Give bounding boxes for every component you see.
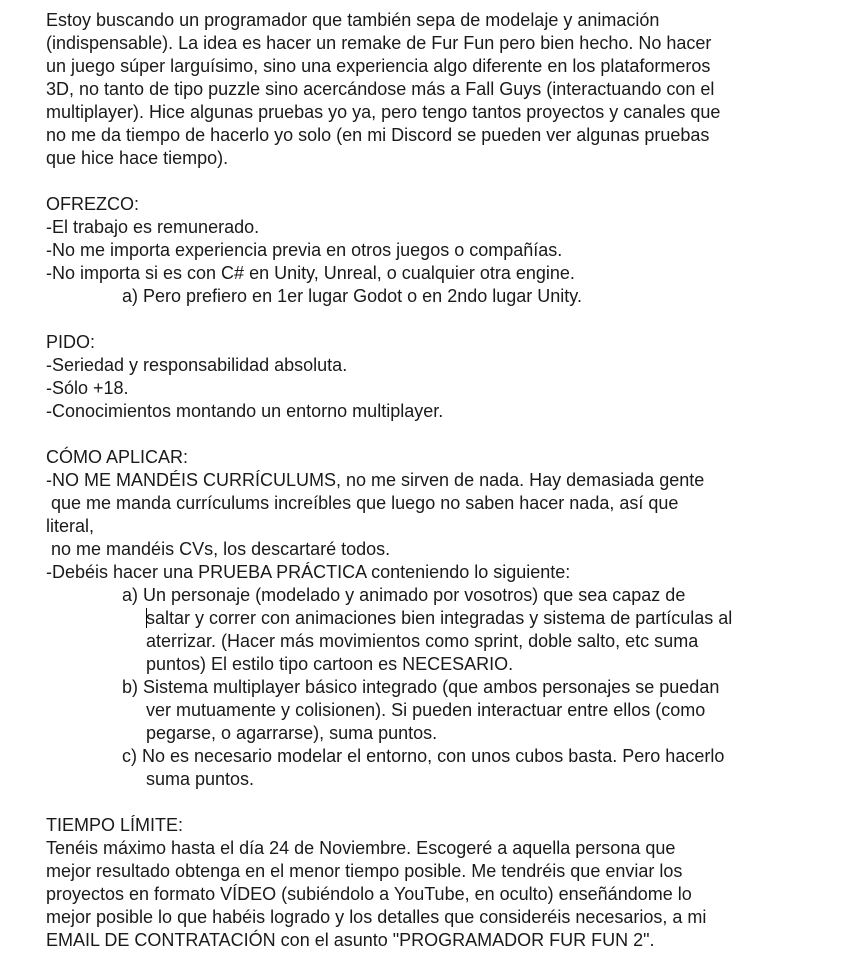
sub-list-item-c-cont: suma puntos. xyxy=(146,769,255,789)
document-body xyxy=(46,9,846,952)
text-line: que me manda currículums increíbles que luego no saben hacer nada, así que xyxy=(46,493,679,513)
section-heading: OFREZCO: xyxy=(46,194,139,214)
blank-line xyxy=(46,308,846,331)
sub-list-item-b-cont: ver mutuamente y colisionen). Si pueden interactuar entre ellos (como xyxy=(146,700,706,720)
list-item: -Seriedad y responsabilidad absoluta. xyxy=(46,355,348,375)
blank-line xyxy=(46,170,846,193)
sub-list-item-b-cont: pegarse, o agarrarse), suma puntos. xyxy=(146,723,438,743)
sub-list-item-c: c) No es necesario modelar el entorno, con unos cubos basta. Pero hacerlo xyxy=(122,746,725,766)
pido-section xyxy=(46,331,846,423)
list-item: -No importa si es con C# en Unity, Unreal, o cualquier otra engine. xyxy=(46,263,575,283)
list-item: -Conocimientos montando un entorno multiplayer. xyxy=(46,401,444,421)
list-item: -El trabajo es remunerado. xyxy=(46,217,260,237)
sub-list-item-a-cont: aterrizar. (Hacer más movimientos como sprint, doble salto, etc suma xyxy=(146,631,699,651)
list-item: -Sólo +18. xyxy=(46,378,129,398)
sub-list-item-b: b) Sistema multiplayer básico integrado (que ambos personajes se puedan xyxy=(122,677,720,697)
como-aplicar-section xyxy=(46,446,846,791)
list-item: -No me importa experiencia previa en otros juegos o compañías. xyxy=(46,240,563,260)
sub-list-item: a) Pero prefiero en 1er lugar Godot o en 2ndo lugar Unity. xyxy=(122,286,582,306)
text-line: -NO ME MANDÉIS CURRÍCULUMS, no me sirven de nada. Hay demasiada gente xyxy=(46,470,705,490)
section-heading: PIDO: xyxy=(46,332,96,352)
intro-paragraph xyxy=(46,9,846,170)
text-line: no me da tiempo de hacerlo yo solo (en mi Discord se pueden ver algunas pruebas xyxy=(46,125,710,145)
text-line: que hice hace tiempo). xyxy=(46,148,229,168)
text-line: 3D, no tanto de tipo puzzle sino acercándose más a Fall Guys (interactuando con el xyxy=(46,79,715,99)
text-line: un juego súper larguísimo, sino una experiencia algo diferente en los plataformeros xyxy=(46,56,711,76)
text-line: -Debéis hacer una PRUEBA PRÁCTICA conteniendo lo siguiente: xyxy=(46,562,571,582)
section-heading: CÓMO APLICAR: xyxy=(46,447,189,467)
tiempo-limite-section xyxy=(46,814,846,952)
sub-list-item-a: a) Un personaje (modelado y animado por vosotros) que sea capaz de xyxy=(122,585,686,605)
section-heading: TIEMPO LÍMITE: xyxy=(46,815,184,835)
text-line: mejor posible lo que habéis logrado y los detalles que consideréis necesarios, a mi xyxy=(46,907,707,927)
text-line: saltar y correr con animaciones bien integradas y sistema de partículas al xyxy=(146,608,733,628)
text-line: literal, xyxy=(46,516,95,536)
text-line: Tenéis máximo hasta el día 24 de Noviembre. Escogeré a aquella persona que xyxy=(46,838,676,858)
sub-list-item-a-cont: puntos) El estilo tipo cartoon es NECESARIO. xyxy=(146,654,514,674)
blank-line xyxy=(46,791,846,814)
text-line: (indispensable). La idea es hacer un remake de Fur Fun pero bien hecho. No hacer xyxy=(46,33,712,53)
text-line: proyectos en formato VÍDEO (subiéndolo a YouTube, en oculto) enseñándome lo xyxy=(46,884,692,904)
text-line: no me mandéis CVs, los descartaré todos. xyxy=(46,539,391,559)
sub-list-item-a-cont[interactable] xyxy=(46,607,846,630)
text-line: EMAIL DE CONTRATACIÓN con el asunto "PROGRAMADOR FUR FUN 2". xyxy=(46,930,655,950)
blank-line xyxy=(46,423,846,446)
text-line: multiplayer). Hice algunas pruebas yo ya, pero tengo tantos proyectos y canales que xyxy=(46,102,721,122)
ofrezco-section xyxy=(46,193,846,308)
text-line: mejor resultado obtenga en el menor tiempo posible. Me tendréis que enviar los xyxy=(46,861,683,881)
text-line: Estoy buscando un programador que también sepa de modelaje y animación xyxy=(46,10,660,30)
